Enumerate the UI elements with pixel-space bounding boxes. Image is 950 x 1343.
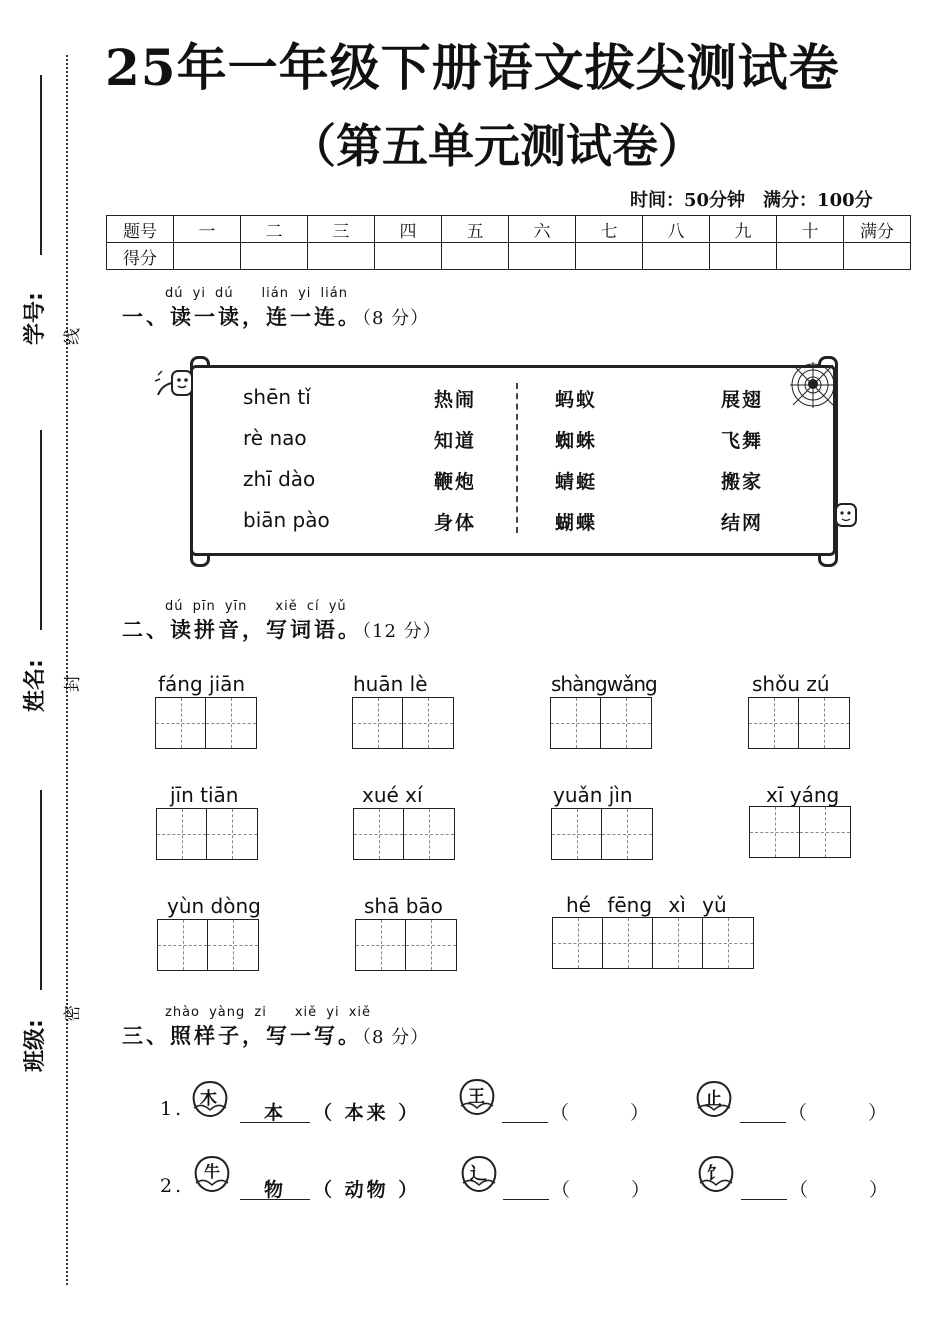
writing-grid[interactable] bbox=[156, 808, 258, 860]
page-subtitle: （第五单元测试卷） bbox=[290, 119, 704, 173]
cartoon-character-icon bbox=[150, 365, 200, 415]
word-item[interactable]: 蝴蝶 bbox=[555, 512, 598, 534]
spider-web-icon bbox=[788, 360, 838, 410]
score-table bbox=[106, 215, 911, 270]
radical-char: 牛 bbox=[204, 1162, 221, 1181]
pinyin-prompt: xué xí bbox=[362, 783, 423, 807]
score-cell[interactable] bbox=[375, 243, 442, 270]
example-answer: 物 bbox=[264, 1179, 287, 1201]
writing-grid[interactable] bbox=[155, 697, 257, 749]
pinyin-item: rè nao bbox=[243, 426, 307, 450]
peach-char bbox=[694, 1153, 738, 1197]
score-cell[interactable] bbox=[308, 243, 375, 270]
open-paren: （ bbox=[550, 1102, 573, 1124]
writing-grid-4[interactable] bbox=[552, 917, 754, 969]
word-item[interactable]: 结网 bbox=[721, 512, 764, 534]
seal-mark-feng: 封 bbox=[63, 675, 83, 692]
answer-blank[interactable] bbox=[503, 1175, 549, 1200]
writing-grid[interactable] bbox=[352, 697, 454, 749]
word-item[interactable]: 飞舞 bbox=[721, 430, 764, 452]
word-item[interactable]: 蚂蚁 bbox=[555, 389, 598, 411]
close-paren: ） bbox=[631, 1179, 654, 1201]
section3-points: （8 分） bbox=[362, 1027, 430, 1048]
section2-pinyin: dú pīn yīn xiě cí yǔ bbox=[165, 599, 347, 614]
scroll-divider bbox=[516, 383, 518, 533]
seal-mark-mi: 密 bbox=[63, 1005, 83, 1022]
word-item[interactable]: 鞭炮 bbox=[434, 471, 477, 493]
score-cell[interactable] bbox=[643, 243, 710, 270]
score-cell[interactable] bbox=[844, 243, 911, 270]
peach-char bbox=[457, 1153, 501, 1197]
open-paren: （ bbox=[788, 1102, 811, 1124]
example-word: （ 本来 ） bbox=[313, 1102, 421, 1124]
peach-char bbox=[692, 1078, 736, 1122]
name-label: 姓名: bbox=[23, 659, 48, 712]
writing-grid[interactable] bbox=[748, 697, 850, 749]
close-paren: ） bbox=[869, 1179, 892, 1201]
score-table-header-row bbox=[107, 216, 911, 243]
score-cell[interactable] bbox=[174, 243, 241, 270]
pinyin-item: shēn tǐ bbox=[243, 385, 311, 409]
section1-pinyin: dú yi dú lián yi lián bbox=[165, 286, 348, 301]
pinyin-prompt: shā bāo bbox=[364, 894, 443, 918]
writing-grid[interactable] bbox=[157, 919, 259, 971]
item-number: 2. bbox=[160, 1175, 185, 1197]
pinyin-item: zhī dào bbox=[243, 467, 316, 491]
time-info: 时间：50分钟 满分：100分 bbox=[630, 190, 873, 211]
name-line bbox=[40, 430, 42, 630]
score-header-cell: 题号 bbox=[107, 216, 174, 243]
open-paren: （ bbox=[789, 1179, 812, 1201]
score-header-cell: 十 bbox=[777, 216, 844, 243]
word-item[interactable]: 蜘蛛 bbox=[555, 430, 598, 452]
peach-char bbox=[188, 1078, 232, 1122]
score-cell[interactable] bbox=[442, 243, 509, 270]
score-cell[interactable] bbox=[241, 243, 308, 270]
radical-char: 木 bbox=[200, 1089, 217, 1109]
word-item[interactable]: 搬家 bbox=[721, 471, 764, 493]
pinyin-prompt: yùn dòng bbox=[167, 894, 261, 918]
section1-title bbox=[122, 301, 429, 331]
section2-title bbox=[122, 614, 442, 644]
section2-points: （12 分） bbox=[362, 621, 442, 642]
score-header-cell: 三 bbox=[308, 216, 375, 243]
close-paren: ） bbox=[630, 1102, 653, 1124]
word-item[interactable]: 热闹 bbox=[434, 389, 477, 411]
writing-grid[interactable] bbox=[353, 808, 455, 860]
pinyin-prompt: shǒu zú bbox=[752, 672, 830, 696]
section3-title bbox=[122, 1020, 429, 1050]
pinyin-item: biān pào bbox=[243, 508, 330, 532]
score-table-score-row bbox=[107, 243, 911, 270]
section1-title-text: 一、读一读，连一连。 bbox=[122, 304, 362, 329]
word-item[interactable]: 身体 bbox=[434, 512, 477, 534]
pinyin-prompt: shàngwǎng bbox=[551, 672, 657, 696]
word-item[interactable]: 知道 bbox=[434, 430, 477, 452]
example-word: （ 动物 ） bbox=[313, 1179, 421, 1201]
radical-char: 王 bbox=[468, 1087, 485, 1107]
score-header-cell: 六 bbox=[509, 216, 576, 243]
pinyin-prompt: fáng jiān bbox=[158, 672, 246, 696]
pinyin-prompt: jīn tiān bbox=[170, 783, 239, 807]
class-line bbox=[40, 790, 42, 990]
score-row-label: 得分 bbox=[107, 243, 174, 270]
writing-grid[interactable] bbox=[749, 806, 851, 858]
answer-blank[interactable] bbox=[740, 1098, 786, 1123]
score-header-cell: 九 bbox=[710, 216, 777, 243]
open-paren: （ bbox=[551, 1179, 574, 1201]
word-item[interactable]: 展翅 bbox=[721, 389, 764, 411]
word-item[interactable]: 蜻蜓 bbox=[555, 471, 598, 493]
score-cell[interactable] bbox=[710, 243, 777, 270]
radical-char: 辶 bbox=[470, 1164, 487, 1184]
pinyin-prompt: yuǎn jìn bbox=[553, 783, 633, 807]
pinyin-prompt: xī yáng bbox=[766, 783, 840, 807]
pinyin-prompt: hé fēng xì yǔ bbox=[566, 893, 727, 917]
score-header-cell: 一 bbox=[174, 216, 241, 243]
writing-grid[interactable] bbox=[550, 697, 652, 749]
radical-char: 饣 bbox=[707, 1164, 724, 1184]
class-label: 班级: bbox=[23, 1019, 48, 1072]
cartoon-character-icon bbox=[830, 498, 862, 534]
score-cell[interactable] bbox=[509, 243, 576, 270]
score-header-cell: 八 bbox=[643, 216, 710, 243]
score-header-cell: 七 bbox=[576, 216, 643, 243]
peach-char bbox=[190, 1153, 234, 1197]
pinyin-prompt: huān lè bbox=[353, 672, 428, 696]
page-title: 25年一年级下册语文拔尖测试卷 bbox=[105, 38, 840, 97]
section1-points: （8 分） bbox=[362, 308, 430, 329]
score-cell[interactable] bbox=[777, 243, 844, 270]
student-id-label: 学号: bbox=[23, 292, 48, 345]
item-number: 1. bbox=[160, 1098, 185, 1120]
answer-blank[interactable] bbox=[502, 1098, 548, 1123]
section3-title-text: 三、照样子，写一写。 bbox=[122, 1023, 362, 1048]
binding-dotted-line bbox=[66, 55, 68, 1285]
score-header-cell: 二 bbox=[241, 216, 308, 243]
score-header-cell: 五 bbox=[442, 216, 509, 243]
close-paren: ） bbox=[868, 1102, 891, 1124]
score-header-cell: 满分 bbox=[844, 216, 911, 243]
example-answer: 本 bbox=[264, 1102, 287, 1124]
peach-char bbox=[455, 1076, 499, 1120]
score-cell[interactable] bbox=[576, 243, 643, 270]
answer-blank[interactable] bbox=[741, 1175, 787, 1200]
radical-char: 止 bbox=[705, 1089, 722, 1109]
score-header-cell: 四 bbox=[375, 216, 442, 243]
seal-mark-xian: 线 bbox=[63, 328, 83, 345]
writing-grid[interactable] bbox=[551, 808, 653, 860]
student-id-line bbox=[40, 75, 42, 255]
writing-grid[interactable] bbox=[355, 919, 457, 971]
section3-pinyin: zhào yàng zi xiě yi xiě bbox=[165, 1005, 372, 1020]
section2-title-text: 二、读拼音，写词语。 bbox=[122, 617, 362, 642]
